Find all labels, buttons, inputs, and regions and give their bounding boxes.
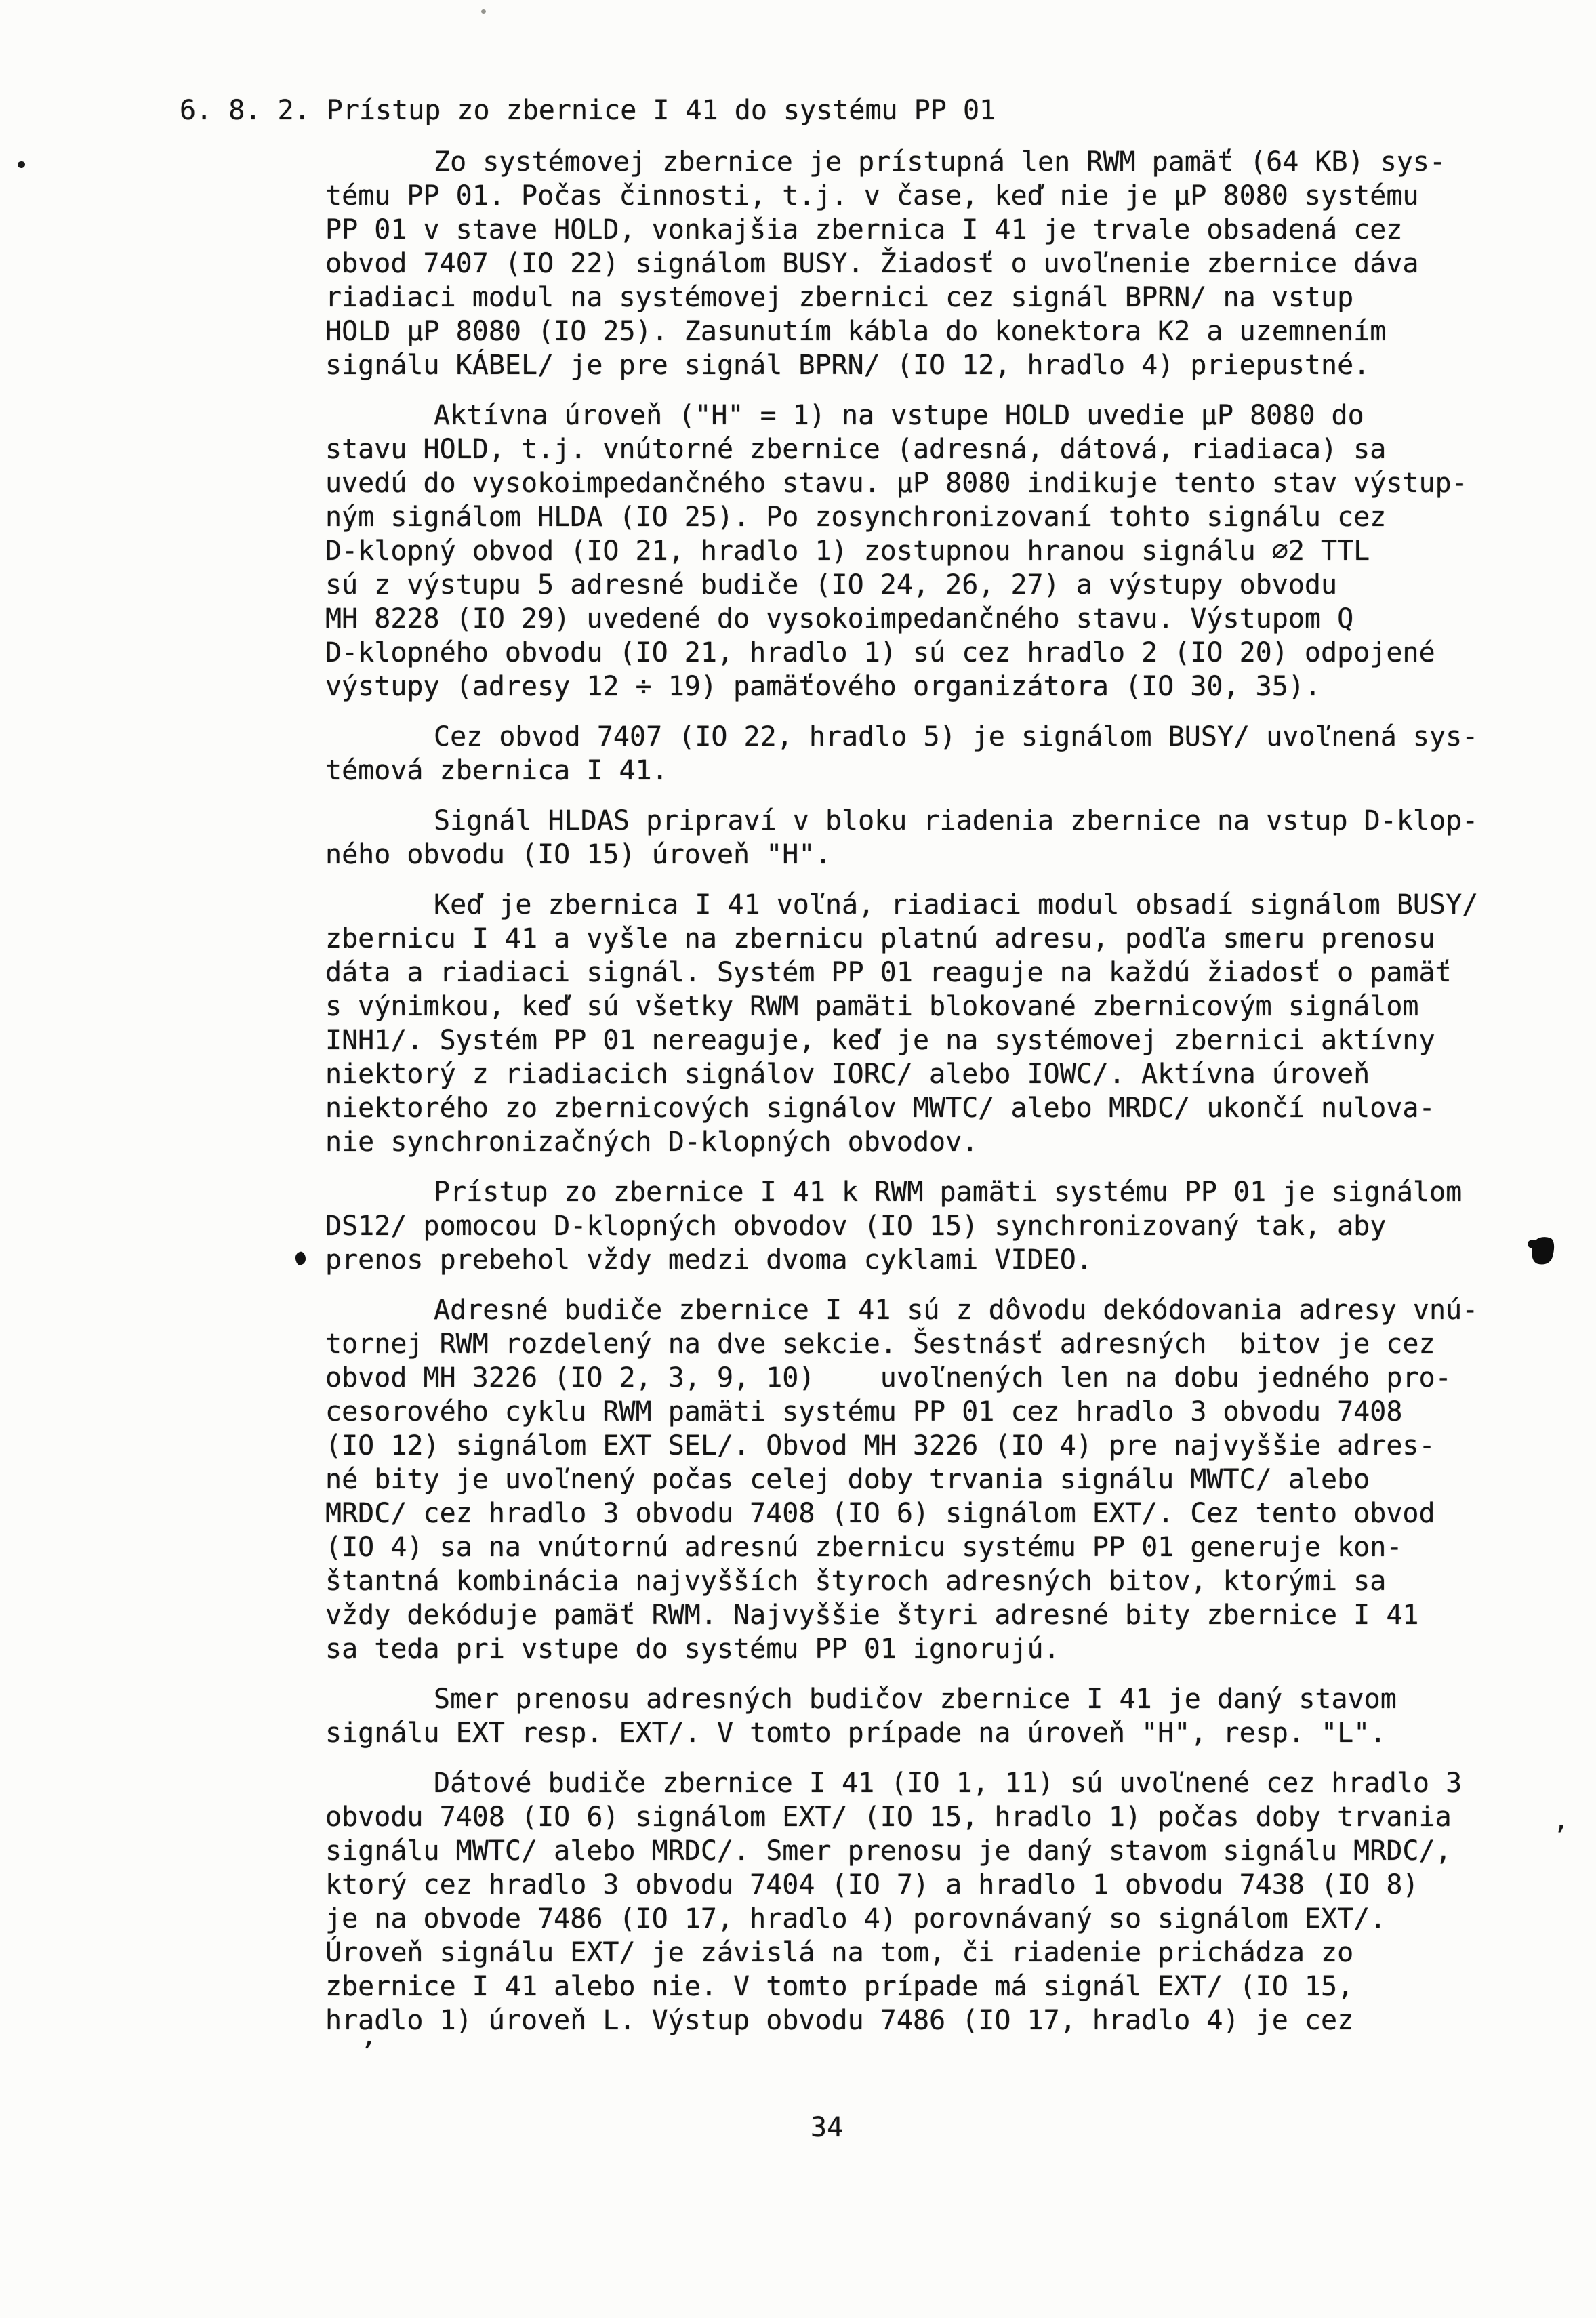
ink-drop-bullet xyxy=(294,1250,307,1265)
paragraphs xyxy=(325,145,1596,2068)
text-line: MH 8228 (IO 29) uvedené do vysokoimpedančného stavu. Výstupom Q xyxy=(325,603,1354,634)
text-line: tornej RWM rozdelený na dve sekcie. Šestnásť adresných bitov je cez xyxy=(325,1328,1435,1360)
text-line: sa teda pri vstupe do systému PP 01 ignorujú. xyxy=(325,1633,1060,1665)
paragraph xyxy=(325,399,1596,704)
paragraph xyxy=(325,888,1596,1159)
text-line: D-klopného obvodu (IO 21, hradlo 1) sú cez hradlo 2 (IO 20) odpojené xyxy=(325,637,1435,668)
paragraph xyxy=(325,1175,1596,1277)
text-line: HOLD µP 8080 (IO 25). Zasunutím kábla do konektora K2 a uzemnením xyxy=(325,316,1387,347)
text-line: stavu HOLD, t.j. vnútorné zbernice (adresná, dátová, riadiaca) sa xyxy=(325,434,1387,465)
text-line: niektorého zo zbernicových signálov MWTC/ alebo MRDC/ ukončí nulova- xyxy=(325,1093,1435,1124)
text-line: ného obvodu (IO 15) úroveň "H". xyxy=(325,839,832,870)
text-line: signálu EXT resp. EXT/. V tomto prípade na úroveň "H", resp. "L". xyxy=(325,1717,1387,1749)
text-line: s výnimkou, keď sú všetky RWM pamäti blokované zbernicovým signálom xyxy=(325,991,1419,1022)
speck-top xyxy=(481,9,486,14)
text-line: obvod 7407 (IO 22) signálom BUSY. Žiadosť o uvoľnenie zbernice dáva xyxy=(325,248,1419,279)
text-line: prenos prebehol vždy medzi dvoma cyklami VIDEO. xyxy=(325,1243,1596,1277)
text-line: riadiaci modul na systémovej zbernici cez signál BPRN/ na vstup xyxy=(325,282,1354,313)
text-line: ktorý cez hradlo 3 obvodu 7404 (IO 7) a hradlo 1 obvodu 7438 (IO 8) xyxy=(325,1869,1419,1900)
text-line: Keď je zbernica I 41 voľná, riadiaci modul obsadí signálom BUSY/ xyxy=(434,889,1479,920)
text-line: Zo systémovej zbernice je prístupná len RWM pamäť (64 KB) sys- xyxy=(434,146,1446,178)
text-line: Prístup zo zbernice I 41 k RWM pamäti systému PP 01 je signálom xyxy=(434,1177,1462,1208)
text-line: uvedú do vysokoimpedančného stavu. µP 8080 indikuje tento stav výstup- xyxy=(325,468,1468,499)
text-line: Smer prenosu adresných budičov zbernice I 41 je daný stavom xyxy=(434,1684,1397,1715)
text-line: PP 01 v stave HOLD, vonkajšia zbernica I 41 je trvale obsadená cez xyxy=(325,214,1403,245)
text-line: Aktívna úroveň ("H" = 1) na vstupe HOLD uvedie µP 8080 do xyxy=(434,400,1364,431)
text-line: Signál HLDAS pripraví v bloku riadenia zbernice na vstup D-klop- xyxy=(434,805,1479,836)
text-line: ným signálom HLDA (IO 25). Po zosynchronizovaní tohto signálu cez xyxy=(325,502,1387,533)
paragraph xyxy=(325,1682,1596,1750)
text-line: MRDC/ cez hradlo 3 obvodu 7408 (IO 6) signálom EXT/. Cez tento obvod xyxy=(325,1498,1435,1529)
stray-tick: ʼ xyxy=(357,2035,377,2068)
text-line: INH1/. Systém PP 01 nereaguje, keď je na systémovej zbernici aktívny xyxy=(325,1025,1435,1056)
text-line: je na obvode 7486 (IO 17, hradlo 4) porovnávaný so signálom EXT/. xyxy=(325,1903,1387,1934)
text-line: DS12/ pomocou D-klopných obvodov (IO 15) synchronizovaný tak, aby xyxy=(325,1211,1387,1242)
text-line: signálu MWTC/ alebo MRDC/. Smer prenosu je daný stavom signálu MRDC/, xyxy=(325,1835,1452,1867)
text-line: vždy dekóduje pamäť RWM. Najvyššie štyri adresné bity zbernice I 41 xyxy=(325,1600,1419,1631)
text-line: niektorý z riadiacich signálov IORC/ alebo IOWC/. Aktívna úroveň xyxy=(325,1059,1370,1090)
text-line: obvod MH 3226 (IO 2, 3, 9, 10) uvoľnených len na dobu jedného pro- xyxy=(325,1362,1452,1394)
text-line: nie synchronizačných D-klopných obvodov. xyxy=(325,1126,979,1158)
stray-comma: , xyxy=(1553,1805,1569,1835)
text-line: né bity je uvoľnený počas celej doby trvania signálu MWTC/ alebo xyxy=(325,1464,1370,1495)
text-line: cesorového cyklu RWM pamäti systému PP 01 cez hradlo 3 obvodu 7408 xyxy=(325,1396,1403,1427)
text-line: signálu KÁBEL/ je pre signál BPRN/ (IO 12, hradlo 4) priepustné. xyxy=(325,350,1370,381)
text-line: (IO 12) signálom EXT SEL/. Obvod MH 3226 (IO 4) pre najvyššie adres- xyxy=(325,1430,1435,1461)
text-line: Dátové budiče zbernice I 41 (IO 1, 11) sú uvoľnené cez hradlo 3 xyxy=(434,1768,1462,1799)
text-line: hradlo 1) úroveň L. Výstup obvodu 7486 (IO 17, hradlo 4) je cez ʼ xyxy=(325,2005,1354,2068)
text-line: dáta a riadiaci signál. Systém PP 01 reaguje na každú žiadosť o pamäť xyxy=(325,957,1452,988)
paragraph xyxy=(325,145,1596,382)
text-line: (IO 4) sa na vnútornú adresnú zbernicu systému PP 01 generuje kon- xyxy=(325,1532,1403,1563)
text-line: Úroveň signálu EXT/ je závislá na tom, či riadenie prichádza zo xyxy=(325,1937,1354,1968)
paragraph xyxy=(325,1293,1596,1666)
section-heading: 6. 8. 2. Prístup zo zbernice I 41 do systému PP 01 xyxy=(180,95,996,126)
paragraph xyxy=(325,1766,1596,2068)
paragraph xyxy=(325,804,1596,872)
text-line: obvodu 7408 (IO 6) signálom EXT/ (IO 15, hradlo 1) počas doby trvania , xyxy=(325,1802,1569,1835)
text-line: D-klopný obvod (IO 21, hradlo 1) zostupnou hranou signálu ∅2 TTL xyxy=(325,535,1370,567)
page-number: 34 xyxy=(811,2112,844,2143)
text-line: zbernicu I 41 a vyšle na zbernicu platnú adresu, podľa smeru prenosu xyxy=(325,923,1435,954)
text-line: sú z výstupu 5 adresné budiče (IO 24, 26, 27) a výstupy obvodu xyxy=(325,569,1338,601)
text-line: tému PP 01. Počas činnosti, t.j. v čase, keď nie je µP 8080 systému xyxy=(325,180,1419,211)
paragraph xyxy=(325,720,1596,788)
text-line: štantná kombinácia najvyšších štyroch adresných bitov, ktorými sa xyxy=(325,1566,1387,1597)
text-line: zbernice I 41 alebo nie. V tomto prípade má signál EXT/ (IO 15, xyxy=(325,1971,1354,2002)
text-line: výstupy (adresy 12 ÷ 19) pamäťového organizátora (IO 30, 35). xyxy=(325,671,1322,702)
text-line: Cez obvod 7407 (IO 22, hradlo 5) je signálom BUSY/ uvoľnená sys- xyxy=(434,721,1479,752)
text-line: Adresné budiče zbernice I 41 sú z dôvodu dekódovania adresy vnú- xyxy=(434,1295,1479,1326)
text-line: témová zbernica I 41. xyxy=(325,755,668,786)
